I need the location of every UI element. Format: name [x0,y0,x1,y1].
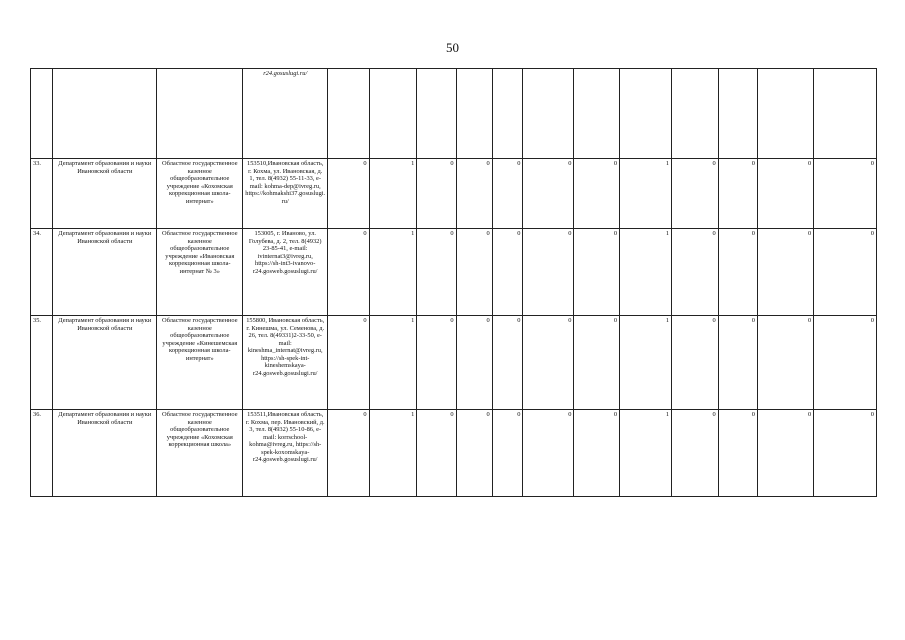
cell-value: 1 [369,410,417,497]
cell-value: 0 [456,159,492,229]
cell-value: 1 [620,229,672,316]
cell-value: 0 [417,316,456,410]
cell-value: 0 [492,159,523,229]
cell-value: 0 [574,159,620,229]
cell-value: 0 [456,410,492,497]
cell-value: 0 [492,229,523,316]
cell-num: 36. [31,410,53,497]
cell-value: 1 [369,229,417,316]
data-table [30,68,877,497]
table-row [31,410,877,497]
cell-address: 153510,Ивановская область, г. Кохма, ул. Ивановская, д. 1, тел. 8(4932) 55-11-33, e-mail: kohma-dep@ivreg.ru, https://kohmakshi37.gosuslugi.ru/ [243,159,328,229]
cell-value: 0 [814,316,877,410]
cell-inst: Областное государственное казенное общеобразовательное учреждение «Ивановская коррекционная школа-интернат № 3» [157,229,243,316]
cell-num [31,69,53,159]
cell-value: 0 [718,410,757,497]
table-row [31,159,877,229]
cell-value: 0 [672,229,719,316]
cell-inst [157,69,243,159]
cell-value: 0 [574,410,620,497]
cell-value: 0 [718,229,757,316]
cell-value: 0 [574,229,620,316]
cell-value: 0 [672,159,719,229]
cell-value: 0 [758,229,814,316]
cell-value: 1 [620,159,672,229]
cell-value: 0 [814,410,877,497]
cell-num: 34. [31,229,53,316]
cell-value: 0 [523,229,574,316]
cell-address: 155800, Ивановская область, г. Кинешма, ул. Семенова, д. 26, тел. 8(49331)2-33-50, e-mail: kineshma_internat@ivreg.ru, https://sh-spek-int-kineshemskaya-r24.gosweb.gosuslugi.ru/ [243,316,328,410]
cell-inst: Областное государственное казенное общеобразовательное учреждение «Кохомская коррекционная школа-интернат» [157,159,243,229]
table-row [31,229,877,316]
cell-org: Департамент образования и науки Ивановской области [53,410,157,497]
cell-inst: Областное государственное казенное общеобразовательное учреждение «Кинешемская коррекционная школа-интернат» [157,316,243,410]
cell-value: 0 [417,229,456,316]
address-tail: r24.gosuslugi.ru/ [263,70,308,77]
cell-value: 0 [492,410,523,497]
cell-value: 0 [814,159,877,229]
cell-value: 0 [523,410,574,497]
cell-value: 0 [718,159,757,229]
cell-value: 0 [328,410,369,497]
cell-value: 0 [328,159,369,229]
cell-value: 0 [814,229,877,316]
cell-value: 0 [672,410,719,497]
cell-org [53,69,157,159]
cell-value: 0 [672,316,719,410]
cell-value: 0 [328,229,369,316]
cell-value: 1 [369,159,417,229]
cell-address: 153005, г. Иваново, ул. Голубева, д. 2, тел. 8(4932) 23-85-41, e-mail: ivinternat3@ivreg.ru, https://sh-int3-ivanovo-r24.gosweb.gosuslugi.ru/ [243,229,328,316]
cell-value: 0 [492,316,523,410]
cell-org: Департамент образования и науки Ивановской области [53,159,157,229]
cell-value: 1 [369,316,417,410]
cell-value: 1 [620,316,672,410]
cell-address: 153511,Ивановская область, г. Кохма, пер. Ивановский, д. 3, тел. 8(4932) 55-10-86, e-mail: korrschool-kohma@ivreg.ru, https://sh-spek-koxomskaya-r24.gosweb.gosuslugi.ru/ [243,410,328,497]
table-row-continuation [31,69,877,159]
cell-value: 0 [456,316,492,410]
cell-org: Департамент образования и науки Ивановской области [53,316,157,410]
cell-value: 1 [620,410,672,497]
cell-value: 0 [758,159,814,229]
cell-value: 0 [718,316,757,410]
page-number: 50 [446,40,459,55]
cell-org: Департамент образования и науки Ивановской области [53,229,157,316]
cell-inst: Областное государственное казенное общеобразовательное учреждение «Кохомская коррекционная школа» [157,410,243,497]
cell-value: 0 [328,316,369,410]
cell-value: 0 [758,316,814,410]
cell-value: 0 [456,229,492,316]
cell-num: 33. [31,159,53,229]
cell-value: 0 [523,159,574,229]
cell-value: 0 [758,410,814,497]
table-row [31,316,877,410]
cell-num: 35. [31,316,53,410]
cell-value: 0 [574,316,620,410]
cell-value: 0 [417,159,456,229]
cell-value: 0 [523,316,574,410]
cell-address [243,69,328,159]
cell-value: 0 [417,410,456,497]
